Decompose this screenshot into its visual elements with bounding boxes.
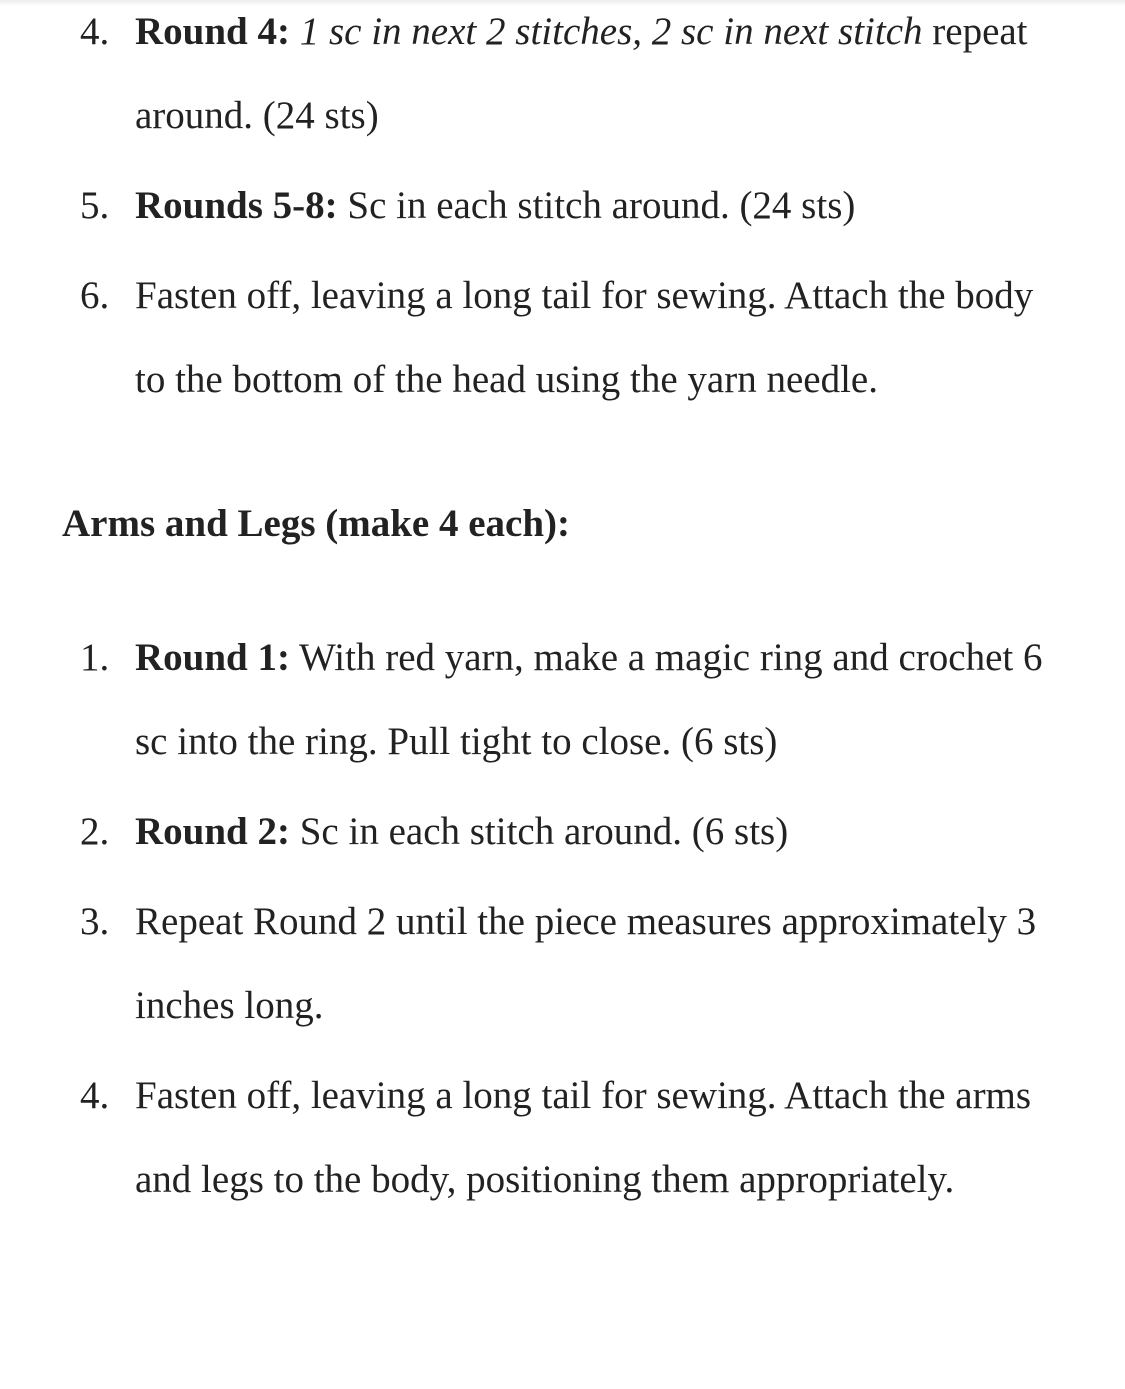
step-text: Sc in each stitch around. (6 sts): [299, 810, 789, 853]
list-item: [0, 164, 1125, 248]
step-number: 1.: [80, 636, 110, 679]
arms-legs-steps-list: [0, 616, 1125, 1228]
step-number: 5.: [80, 184, 110, 227]
step-number: 4.: [80, 10, 110, 53]
step-text: With red yarn, make a magic ring and crochet 6 sc into the ring. Pull tight to close. (6 sts): [135, 636, 1043, 763]
step-number: 6.: [80, 274, 110, 317]
step-text: Repeat Round 2 until the piece measures approximately 3 inches long.: [135, 900, 1037, 1027]
step-number: 3.: [80, 900, 110, 943]
body-steps-list: [0, 0, 1125, 428]
step-number: 4.: [80, 1074, 110, 1117]
list-item: [0, 790, 1125, 874]
step-label: Round 2:: [135, 810, 290, 853]
step-label: Rounds 5-8:: [135, 184, 338, 227]
list-item: [0, 0, 1125, 158]
step-label: Round 1:: [135, 636, 290, 679]
list-item: [0, 616, 1125, 784]
step-italic-text: 1 sc in next 2 stitches, 2 sc in next stitch: [299, 10, 923, 53]
list-item: [0, 254, 1125, 422]
section-heading-arms-legs: Arms and Legs (make 4 each):: [62, 502, 571, 545]
step-text: repeat around. (24 sts): [135, 10, 1028, 137]
step-label: Round 4:: [135, 10, 290, 53]
step-text: Fasten off, leaving a long tail for sewing. Attach the body to the bottom of the head using the yarn needle.: [135, 274, 1034, 401]
step-text: Fasten off, leaving a long tail for sewing. Attach the arms and legs to the body, positioning them appropriately.: [135, 1074, 1032, 1201]
step-text: Sc in each stitch around. (24 sts): [347, 184, 856, 227]
step-number: 2.: [80, 810, 110, 853]
list-item: [0, 1054, 1125, 1222]
list-item: [0, 880, 1125, 1048]
